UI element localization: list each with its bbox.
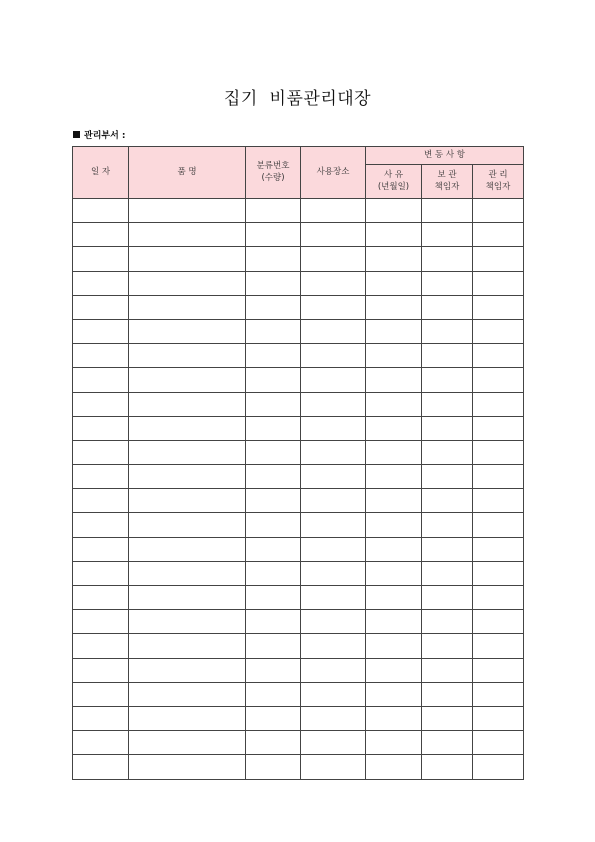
cell-custody[interactable] <box>422 344 473 368</box>
cell-custody[interactable] <box>422 706 473 730</box>
cell-use-location[interactable] <box>301 537 366 561</box>
cell-custody[interactable] <box>422 731 473 755</box>
cell-reason[interactable] <box>366 682 422 706</box>
cell-manager[interactable] <box>473 658 524 682</box>
table-row <box>73 247 524 271</box>
cell-item-name[interactable] <box>129 561 246 585</box>
cell-custody[interactable] <box>422 271 473 295</box>
header-change-group: 변 동 사 항 <box>366 147 524 165</box>
document-title: 집기 비품관리대장 <box>223 89 372 109</box>
cell-manager[interactable] <box>473 344 524 368</box>
table-row <box>73 658 524 682</box>
cell-date[interactable] <box>73 537 129 561</box>
table-row <box>73 392 524 416</box>
table-row <box>73 319 524 343</box>
cell-date[interactable] <box>73 344 129 368</box>
cell-reason[interactable] <box>366 586 422 610</box>
cell-item-name[interactable] <box>129 199 246 223</box>
cell-date[interactable] <box>73 610 129 634</box>
cell-date[interactable] <box>73 586 129 610</box>
table-row <box>73 706 524 730</box>
cell-use-location[interactable] <box>301 465 366 489</box>
cell-item-name[interactable] <box>129 416 246 440</box>
cell-class-number[interactable] <box>246 489 301 513</box>
cell-use-location[interactable] <box>301 561 366 585</box>
cell-class-number[interactable] <box>246 319 301 343</box>
cell-date[interactable] <box>73 392 129 416</box>
cell-custody[interactable] <box>422 223 473 247</box>
cell-manager[interactable] <box>473 682 524 706</box>
table-header <box>73 147 524 199</box>
cell-class-number[interactable] <box>246 610 301 634</box>
table-row <box>73 295 524 319</box>
cell-item-name[interactable] <box>129 513 246 537</box>
cell-date[interactable] <box>73 561 129 585</box>
cell-custody[interactable] <box>422 440 473 464</box>
cell-item-name[interactable] <box>129 682 246 706</box>
cell-use-location[interactable] <box>301 368 366 392</box>
cell-custody[interactable] <box>422 610 473 634</box>
cell-date[interactable] <box>73 658 129 682</box>
header-use-location: 사용장소 <box>301 147 366 199</box>
cell-item-name[interactable] <box>129 368 246 392</box>
ledger-table <box>72 146 524 780</box>
cell-manager[interactable] <box>473 392 524 416</box>
cell-item-name[interactable] <box>129 392 246 416</box>
cell-reason[interactable] <box>366 658 422 682</box>
cell-manager[interactable] <box>473 731 524 755</box>
cell-use-location[interactable] <box>301 271 366 295</box>
cell-class-number[interactable] <box>246 537 301 561</box>
cell-reason[interactable] <box>366 537 422 561</box>
table-row <box>73 537 524 561</box>
cell-custody[interactable] <box>422 247 473 271</box>
table-row <box>73 610 524 634</box>
department-field <box>73 128 126 141</box>
cell-manager[interactable] <box>473 465 524 489</box>
cell-reason[interactable] <box>366 561 422 585</box>
cell-custody[interactable] <box>422 416 473 440</box>
cell-class-number[interactable] <box>246 295 301 319</box>
cell-date[interactable] <box>73 416 129 440</box>
header-class-number: 분류번호 (수량) <box>246 147 301 199</box>
cell-class-number[interactable] <box>246 682 301 706</box>
table-row <box>73 465 524 489</box>
cell-use-location[interactable] <box>301 513 366 537</box>
cell-class-number[interactable] <box>246 658 301 682</box>
cell-class-number[interactable] <box>246 247 301 271</box>
cell-use-location[interactable] <box>301 416 366 440</box>
cell-item-name[interactable] <box>129 755 246 779</box>
cell-date[interactable] <box>73 465 129 489</box>
cell-manager[interactable] <box>473 440 524 464</box>
cell-use-location[interactable] <box>301 634 366 658</box>
cell-date[interactable] <box>73 513 129 537</box>
cell-manager[interactable] <box>473 755 524 779</box>
cell-date[interactable] <box>73 368 129 392</box>
header-item-name: 품 명 <box>129 147 246 199</box>
cell-date[interactable] <box>73 755 129 779</box>
cell-reason[interactable] <box>366 634 422 658</box>
cell-manager[interactable] <box>473 319 524 343</box>
cell-reason[interactable] <box>366 489 422 513</box>
table-row <box>73 682 524 706</box>
cell-manager[interactable] <box>473 634 524 658</box>
cell-use-location[interactable] <box>301 706 366 730</box>
cell-date[interactable] <box>73 634 129 658</box>
cell-use-location[interactable] <box>301 610 366 634</box>
table-row <box>73 271 524 295</box>
cell-use-location[interactable] <box>301 586 366 610</box>
cell-date[interactable] <box>73 295 129 319</box>
cell-use-location[interactable] <box>301 319 366 343</box>
cell-item-name[interactable] <box>129 440 246 464</box>
cell-reason[interactable] <box>366 706 422 730</box>
cell-class-number[interactable] <box>246 392 301 416</box>
cell-item-name[interactable] <box>129 658 246 682</box>
cell-custody[interactable] <box>422 489 473 513</box>
cell-item-name[interactable] <box>129 634 246 658</box>
cell-manager[interactable] <box>473 513 524 537</box>
cell-date[interactable] <box>73 199 129 223</box>
cell-custody[interactable] <box>422 392 473 416</box>
cell-custody[interactable] <box>422 513 473 537</box>
cell-class-number[interactable] <box>246 706 301 730</box>
cell-reason[interactable] <box>366 271 422 295</box>
cell-class-number[interactable] <box>246 440 301 464</box>
cell-manager[interactable] <box>473 416 524 440</box>
cell-use-location[interactable] <box>301 731 366 755</box>
cell-manager[interactable] <box>473 271 524 295</box>
cell-date[interactable] <box>73 319 129 343</box>
cell-reason[interactable] <box>366 610 422 634</box>
cell-item-name[interactable] <box>129 247 246 271</box>
cell-date[interactable] <box>73 731 129 755</box>
header-custody: 보 관 책임자 <box>422 165 473 199</box>
cell-use-location[interactable] <box>301 344 366 368</box>
cell-reason[interactable] <box>366 731 422 755</box>
cell-date[interactable] <box>73 271 129 295</box>
cell-class-number[interactable] <box>246 755 301 779</box>
cell-use-location[interactable] <box>301 658 366 682</box>
cell-custody[interactable] <box>422 199 473 223</box>
cell-use-location[interactable] <box>301 295 366 319</box>
table-row <box>73 368 524 392</box>
cell-reason[interactable] <box>366 344 422 368</box>
cell-item-name[interactable] <box>129 344 246 368</box>
square-bullet-icon <box>73 131 80 138</box>
cell-class-number[interactable] <box>246 465 301 489</box>
cell-reason[interactable] <box>366 319 422 343</box>
cell-reason[interactable] <box>366 368 422 392</box>
cell-item-name[interactable] <box>129 295 246 319</box>
cell-manager[interactable] <box>473 537 524 561</box>
cell-class-number[interactable] <box>246 223 301 247</box>
cell-reason[interactable] <box>366 392 422 416</box>
cell-use-location[interactable] <box>301 489 366 513</box>
cell-class-number[interactable] <box>246 271 301 295</box>
cell-item-name[interactable] <box>129 537 246 561</box>
table-row <box>73 416 524 440</box>
cell-reason[interactable] <box>366 295 422 319</box>
cell-date[interactable] <box>73 247 129 271</box>
header-reason: 사 유 (년월일) <box>366 165 422 199</box>
header-manager: 관 리 책임자 <box>473 165 524 199</box>
table-body <box>73 199 524 780</box>
cell-custody[interactable] <box>422 537 473 561</box>
cell-class-number[interactable] <box>246 513 301 537</box>
cell-class-number[interactable] <box>246 731 301 755</box>
cell-date[interactable] <box>73 489 129 513</box>
department-label: 관리부서 : <box>84 131 126 141</box>
cell-custody[interactable] <box>422 682 473 706</box>
table-row <box>73 586 524 610</box>
cell-item-name[interactable] <box>129 731 246 755</box>
cell-item-name[interactable] <box>129 706 246 730</box>
table-row <box>73 489 524 513</box>
cell-use-location[interactable] <box>301 440 366 464</box>
cell-item-name[interactable] <box>129 610 246 634</box>
cell-class-number[interactable] <box>246 199 301 223</box>
cell-manager[interactable] <box>473 561 524 585</box>
cell-custody[interactable] <box>422 755 473 779</box>
cell-reason[interactable] <box>366 513 422 537</box>
cell-manager[interactable] <box>473 223 524 247</box>
cell-reason[interactable] <box>366 199 422 223</box>
cell-date[interactable] <box>73 682 129 706</box>
cell-manager[interactable] <box>473 368 524 392</box>
cell-manager[interactable] <box>473 489 524 513</box>
cell-custody[interactable] <box>422 295 473 319</box>
cell-use-location[interactable] <box>301 392 366 416</box>
cell-class-number[interactable] <box>246 416 301 440</box>
cell-manager[interactable] <box>473 706 524 730</box>
cell-custody[interactable] <box>422 658 473 682</box>
table-row <box>73 199 524 223</box>
cell-reason[interactable] <box>366 223 422 247</box>
cell-manager[interactable] <box>473 247 524 271</box>
cell-class-number[interactable] <box>246 368 301 392</box>
cell-custody[interactable] <box>422 319 473 343</box>
cell-date[interactable] <box>73 223 129 247</box>
cell-class-number[interactable] <box>246 561 301 585</box>
cell-custody[interactable] <box>422 586 473 610</box>
cell-item-name[interactable] <box>129 489 246 513</box>
cell-custody[interactable] <box>422 561 473 585</box>
cell-custody[interactable] <box>422 465 473 489</box>
cell-manager[interactable] <box>473 586 524 610</box>
table-row <box>73 344 524 368</box>
header-date: 일 자 <box>73 147 129 199</box>
table-row <box>73 755 524 779</box>
cell-use-location[interactable] <box>301 199 366 223</box>
cell-use-location[interactable] <box>301 682 366 706</box>
cell-class-number[interactable] <box>246 586 301 610</box>
cell-manager[interactable] <box>473 610 524 634</box>
cell-reason[interactable] <box>366 247 422 271</box>
cell-item-name[interactable] <box>129 271 246 295</box>
cell-reason[interactable] <box>366 755 422 779</box>
table-row <box>73 731 524 755</box>
cell-reason[interactable] <box>366 465 422 489</box>
table-row <box>73 634 524 658</box>
cell-item-name[interactable] <box>129 223 246 247</box>
cell-class-number[interactable] <box>246 634 301 658</box>
cell-item-name[interactable] <box>129 319 246 343</box>
cell-custody[interactable] <box>422 368 473 392</box>
cell-use-location[interactable] <box>301 755 366 779</box>
cell-reason[interactable] <box>366 416 422 440</box>
cell-item-name[interactable] <box>129 465 246 489</box>
cell-use-location[interactable] <box>301 223 366 247</box>
table-row <box>73 223 524 247</box>
cell-date[interactable] <box>73 440 129 464</box>
cell-class-number[interactable] <box>246 344 301 368</box>
table-row <box>73 561 524 585</box>
cell-use-location[interactable] <box>301 247 366 271</box>
cell-date[interactable] <box>73 706 129 730</box>
table-row <box>73 440 524 464</box>
cell-item-name[interactable] <box>129 586 246 610</box>
cell-custody[interactable] <box>422 634 473 658</box>
cell-reason[interactable] <box>366 440 422 464</box>
cell-manager[interactable] <box>473 199 524 223</box>
cell-manager[interactable] <box>473 295 524 319</box>
table-row <box>73 513 524 537</box>
